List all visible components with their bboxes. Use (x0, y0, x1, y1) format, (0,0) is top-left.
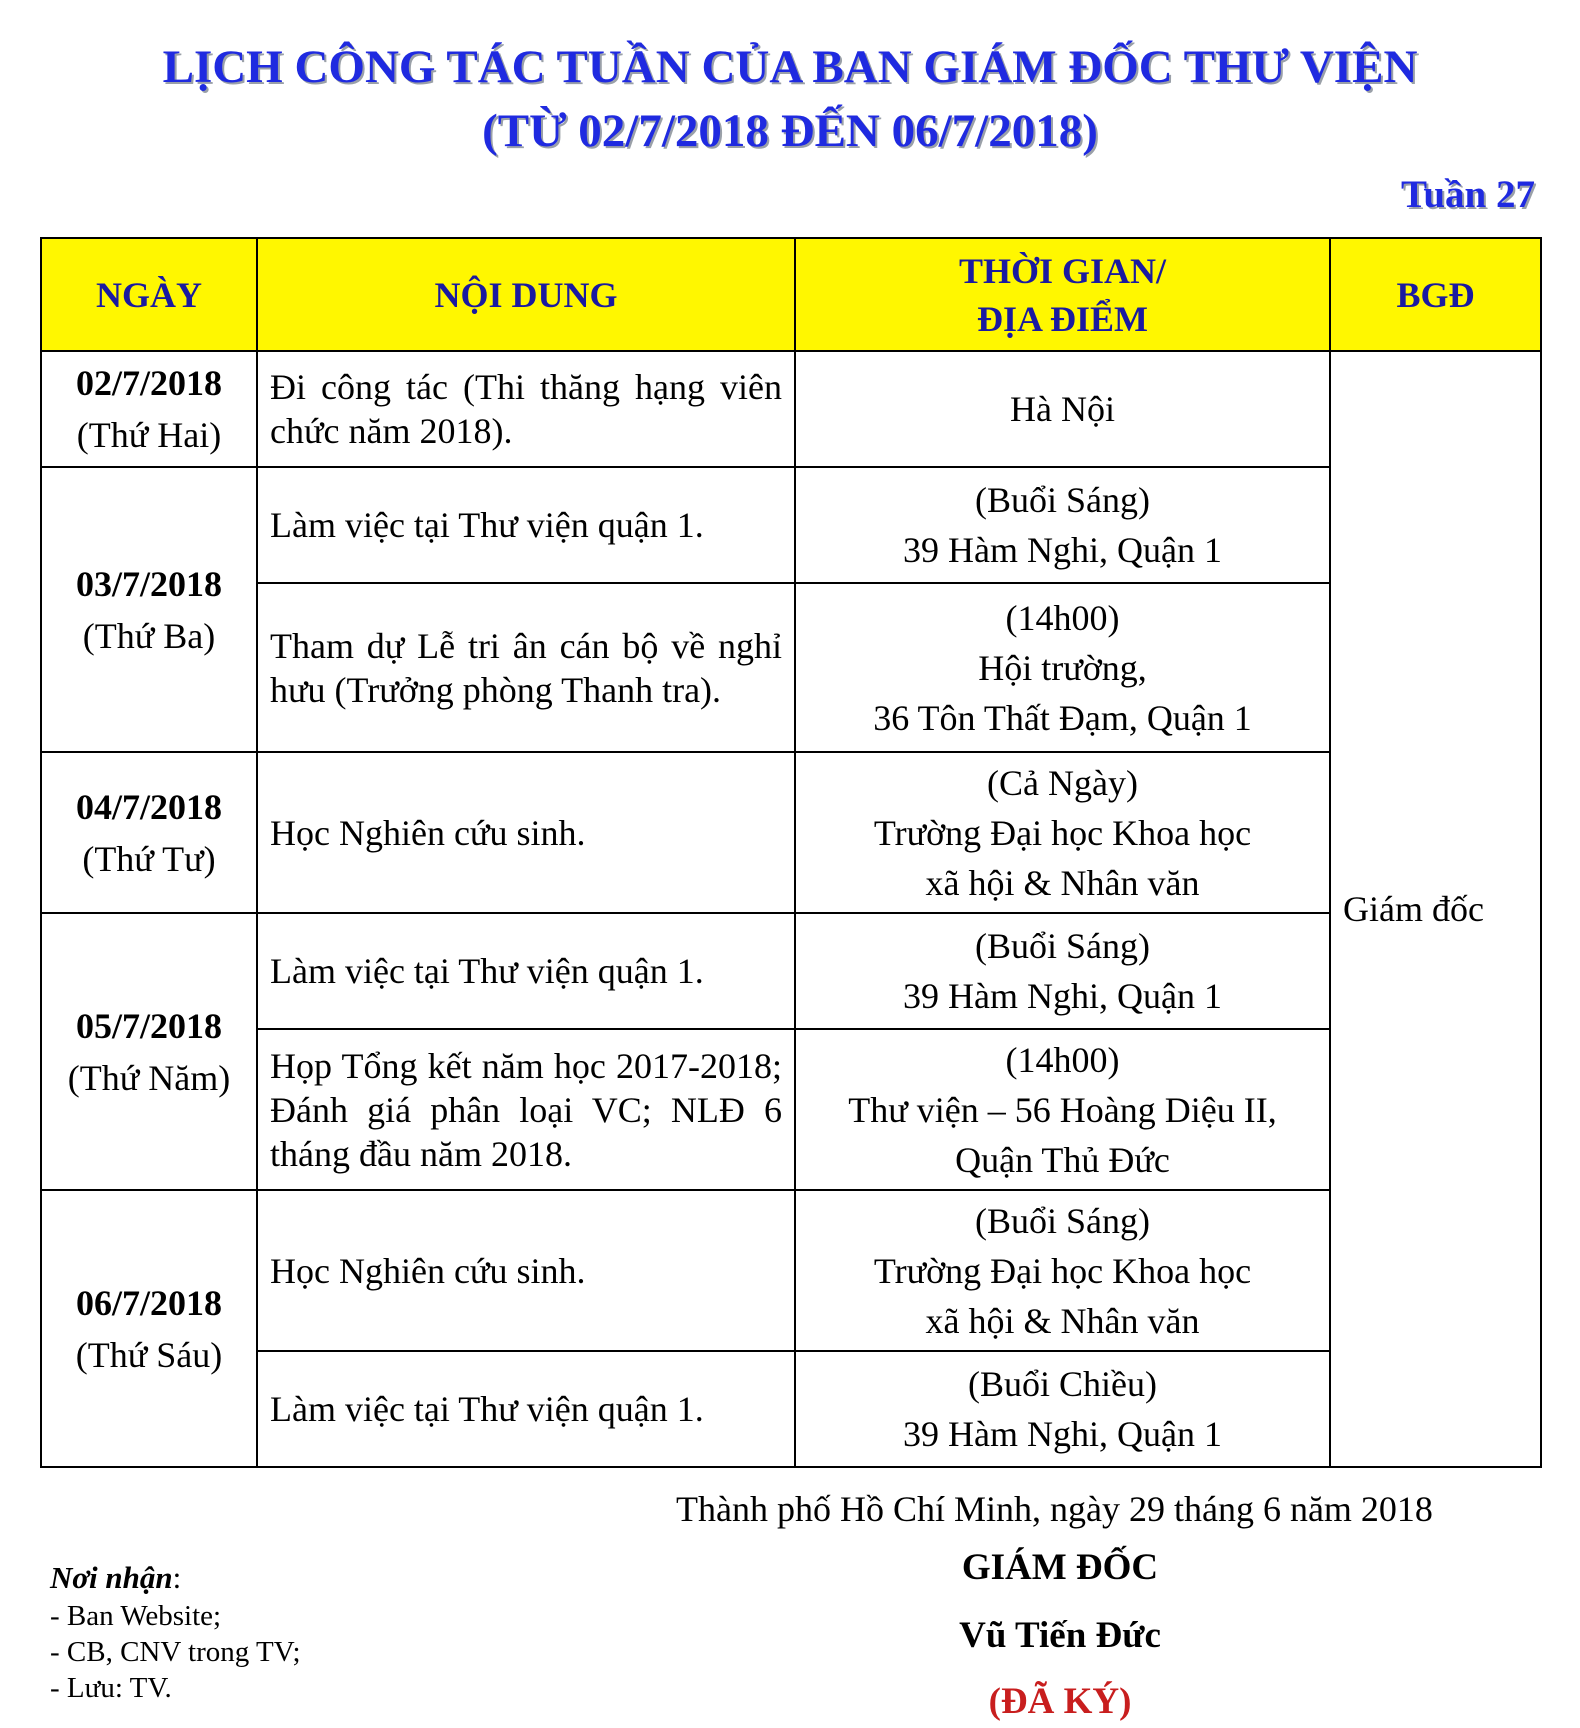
content-cell: Làm việc tại Thư viện quận 1. (257, 1351, 795, 1467)
place-line: 39 Hàm Nghi, Quận 1 (903, 976, 1222, 1016)
content-cell: Học Nghiên cứu sinh. (257, 752, 795, 913)
place-cell (795, 351, 1330, 467)
column-header-place: ĐỊA ĐIỂM (976, 298, 1149, 339)
weekday-value: (Thứ Hai) (76, 415, 222, 455)
place-line: Quận Thủ Đức (955, 1139, 1170, 1180)
date-cell (41, 1190, 257, 1467)
date-cell (41, 467, 257, 752)
place-line: (Buổi Sáng) (975, 926, 1150, 966)
place-line: Thư viện – 56 Hoàng Diệu II, (848, 1089, 1277, 1130)
recipient-item: - Ban Website; (50, 1600, 222, 1632)
table-row (41, 1190, 1541, 1351)
date-cell (41, 913, 257, 1190)
table-row (41, 583, 1541, 752)
place-line: 39 Hàm Nghi, Quận 1 (903, 530, 1222, 570)
schedule-table (40, 237, 1542, 1468)
place-cell (795, 583, 1330, 752)
table-row (41, 467, 1541, 583)
table-row (41, 1029, 1541, 1190)
document-title: LỊCH CÔNG TÁC TUẦN CỦA BAN GIÁM ĐỐC THƯ VIỆN (162, 41, 1418, 93)
content-cell: Họp Tổng kết năm học 2017-2018; Đánh giá phân loại VC; NLĐ 6 tháng đầu năm 2018. (257, 1029, 795, 1190)
recipient-item: - Lưu: TV. (50, 1672, 172, 1704)
column-header-date: NGÀY (41, 238, 257, 351)
table-header-row (41, 238, 1541, 351)
place-line: 36 Tôn Thất Đạm, Quận 1 (873, 697, 1252, 738)
place-line: (14h00) (1005, 597, 1120, 638)
column-header-content: NỘI DUNG (257, 238, 795, 351)
place-cell (795, 1351, 1330, 1467)
weekday-value: (Thứ Ba) (82, 615, 216, 656)
weekday-value: (Thứ Sáu) (75, 1334, 223, 1375)
place-line: (14h00) (1005, 1039, 1120, 1080)
content-cell: Làm việc tại Thư viện quận 1. (257, 467, 795, 583)
place-line: (Buổi Sáng) (975, 1200, 1150, 1241)
date-value: 02/7/2018 (75, 363, 222, 403)
content-cell: Đi công tác (Thi thăng hạng viên chức năm 2018). (257, 351, 795, 467)
content-cell: Làm việc tại Thư viện quận 1. (257, 913, 795, 1029)
week-number: Tuần 27 (1400, 173, 1535, 216)
column-header-time-place (795, 238, 1330, 351)
weekday-value: (Thứ Tư) (82, 838, 216, 879)
signer-position: GIÁM ĐỐC (961, 1547, 1159, 1588)
table-row (41, 351, 1541, 467)
place-cell (795, 1029, 1330, 1190)
date-value: 05/7/2018 (75, 1005, 222, 1046)
table-row (41, 752, 1541, 913)
place-cell (795, 467, 1330, 583)
place-line: 39 Hàm Nghi, Quận 1 (903, 1414, 1222, 1454)
place-cell (795, 752, 1330, 913)
column-header-bgd: BGĐ (1330, 238, 1541, 351)
document-subtitle-date-range: (TỪ 02/7/2018 ĐẾN 06/7/2018) (482, 105, 1098, 157)
place-line: (Cả Ngày) (987, 762, 1138, 803)
place-cell (795, 1190, 1330, 1351)
place-line: xã hội & Nhân văn (925, 862, 1200, 903)
content-cell: Học Nghiên cứu sinh. (257, 1190, 795, 1351)
place-line: Hà Nội (1010, 389, 1115, 429)
signer-name: Vũ Tiến Đức (959, 1615, 1161, 1656)
place-line: (Buổi Chiều) (968, 1364, 1157, 1404)
place-line: (Buổi Sáng) (975, 480, 1150, 520)
date-value: 04/7/2018 (75, 786, 222, 827)
place-cell (795, 913, 1330, 1029)
recipients-heading: Nơi nhận: (50, 1560, 182, 1595)
table-row (41, 1351, 1541, 1467)
recipients-title: Nơi nhận (50, 1560, 173, 1595)
recipient-item: - CB, CNV trong TV; (50, 1636, 301, 1668)
place-line: Hội trường, (978, 647, 1147, 688)
column-header-time: THỜI GIAN/ (958, 250, 1167, 291)
date-cell (41, 752, 257, 913)
date-value: 06/7/2018 (75, 1282, 222, 1323)
table-row (41, 913, 1541, 1029)
bgd-cell: Giám đốc (1330, 351, 1541, 1467)
weekday-value: (Thứ Năm) (67, 1057, 231, 1098)
signed-note: (ĐÃ KÝ) (988, 1681, 1132, 1722)
date-cell (41, 351, 257, 467)
place-line: Trường Đại học Khoa học (873, 812, 1252, 853)
content-cell: Tham dự Lễ tri ân cán bộ về nghỉ hưu (Trưởng phòng Thanh tra). (257, 583, 795, 752)
date-value: 03/7/2018 (75, 563, 222, 604)
place-line: xã hội & Nhân văn (925, 1300, 1200, 1341)
place-line: Trường Đại học Khoa học (873, 1250, 1252, 1291)
place-and-date: Thành phố Hồ Chí Minh, ngày 29 tháng 6 năm 2018 (676, 1489, 1433, 1529)
